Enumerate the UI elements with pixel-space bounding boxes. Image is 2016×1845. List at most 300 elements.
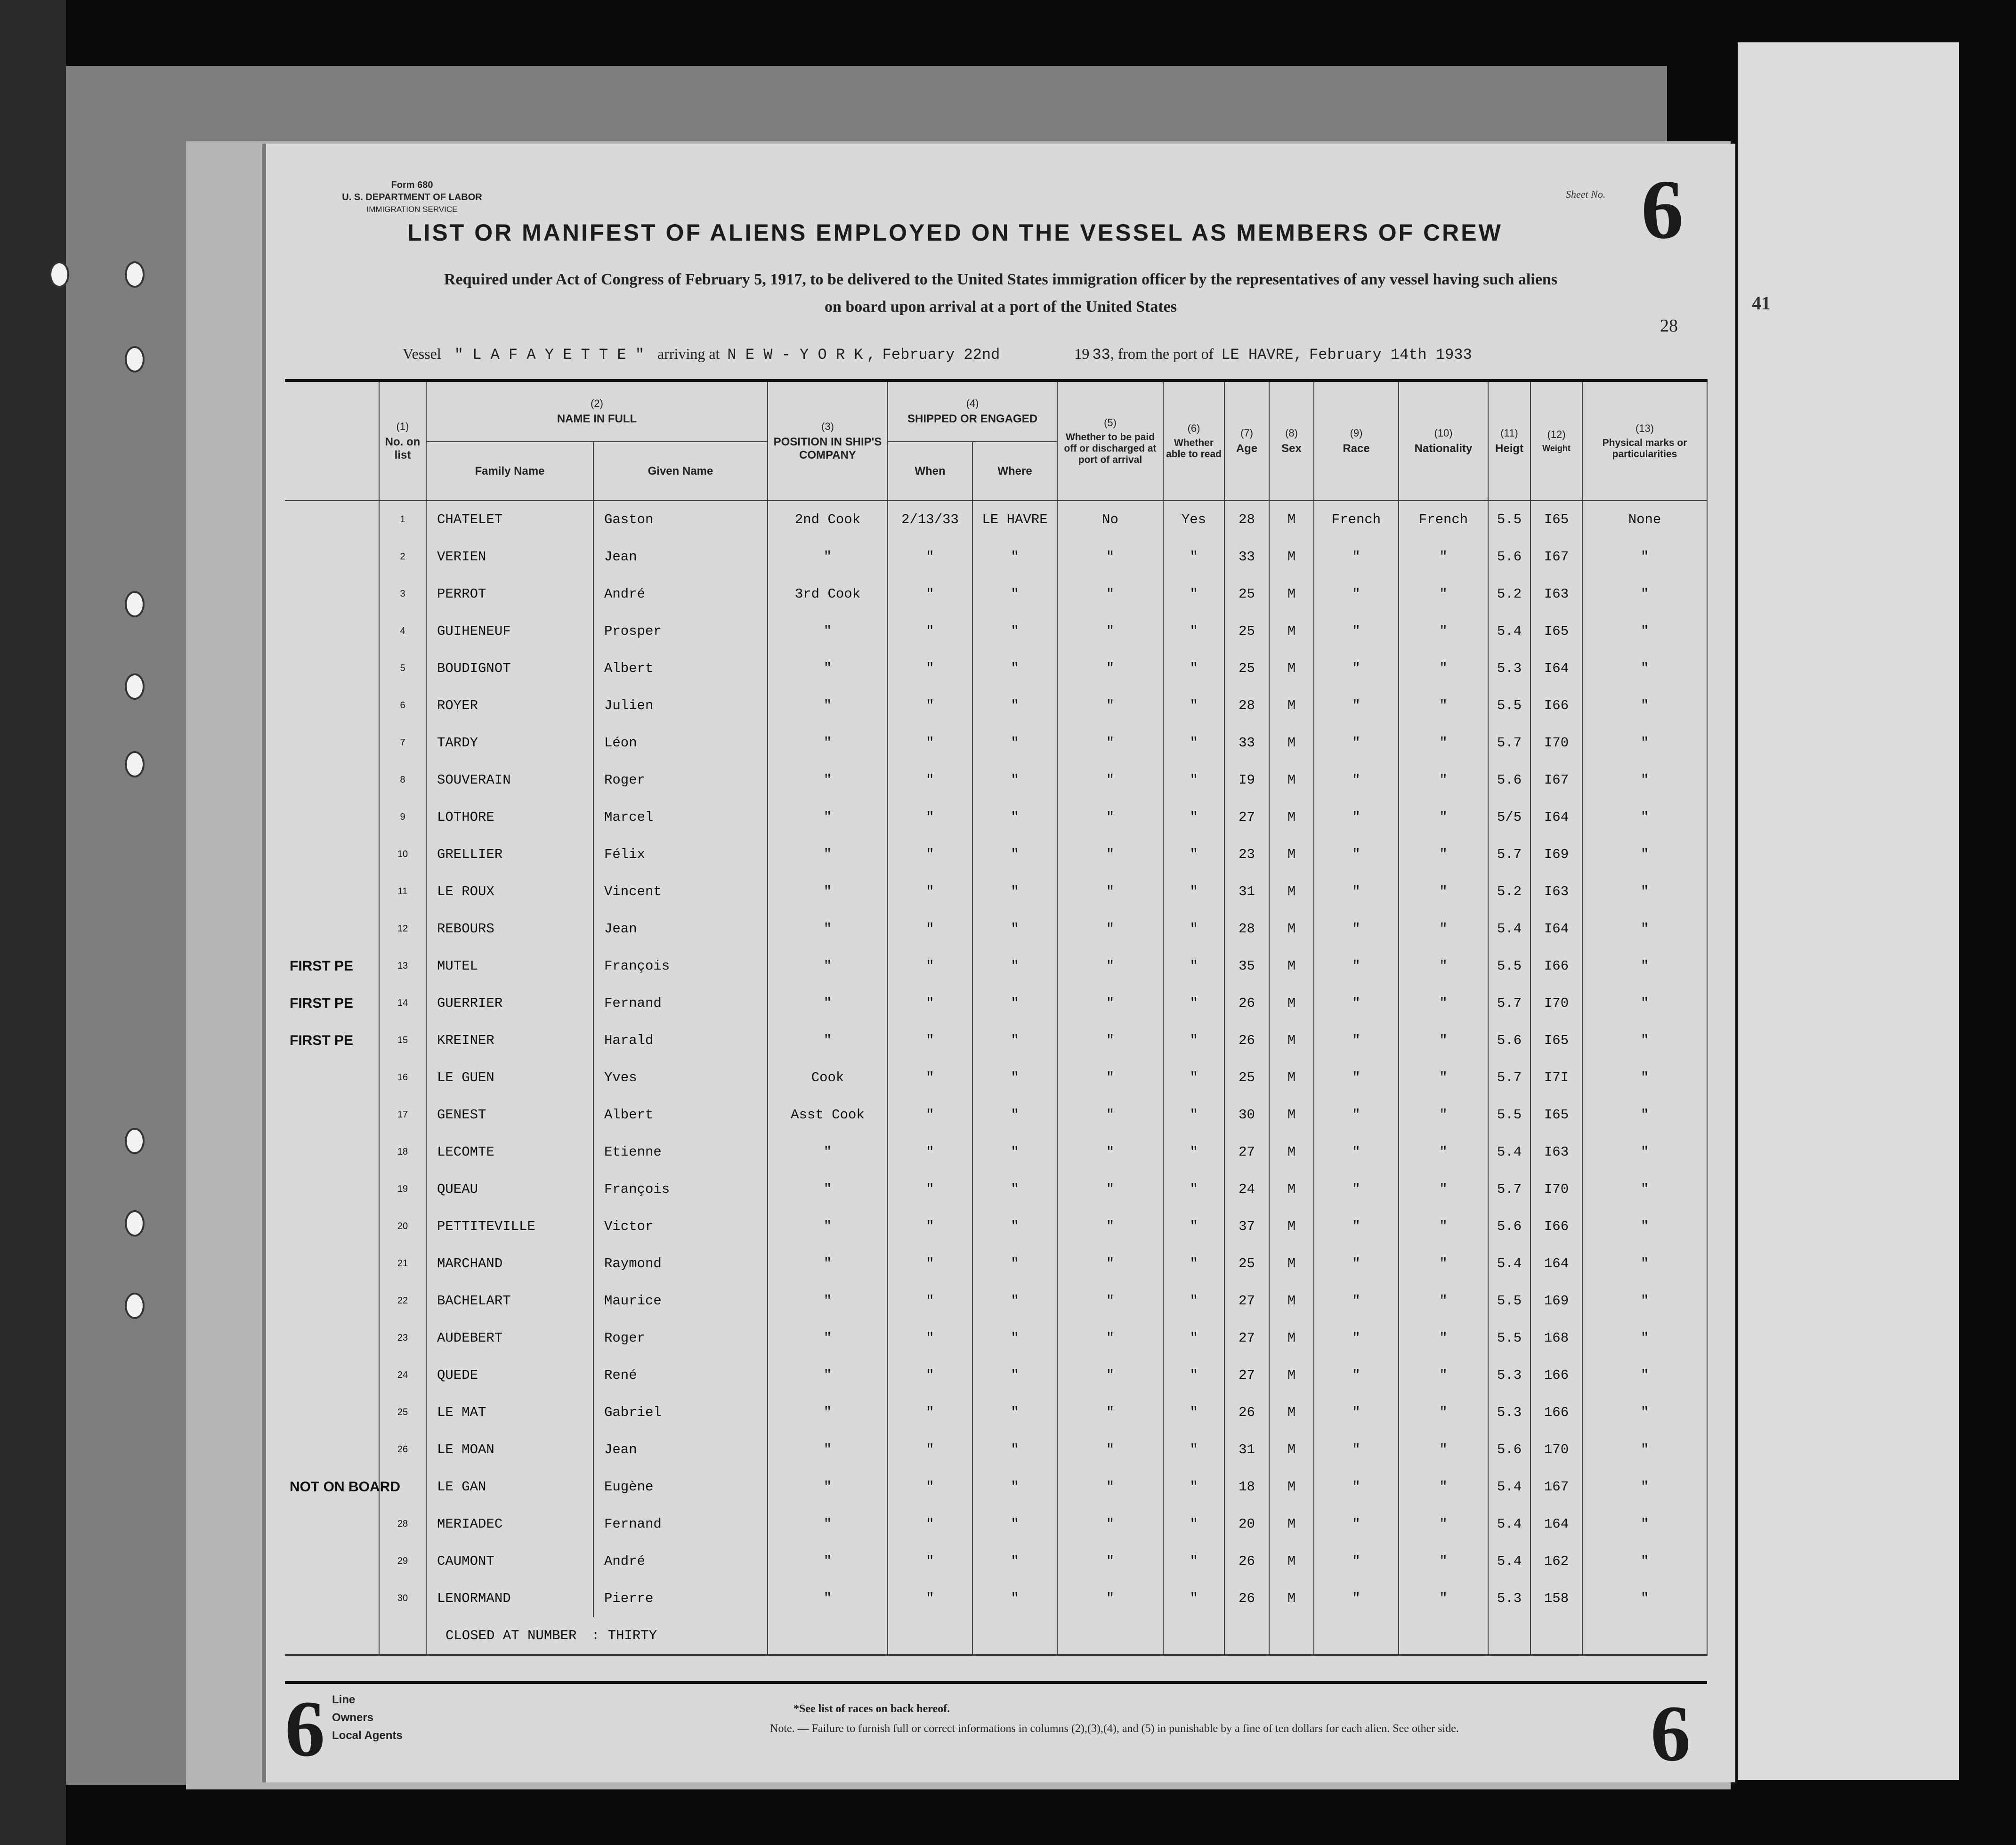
manifest-stamp <box>285 650 379 687</box>
sheet-number: 6 <box>1641 162 1684 256</box>
manifest-stamp <box>285 761 379 799</box>
age: 28 <box>1224 910 1269 947</box>
row-number: 17 <box>379 1096 426 1133</box>
weight: I70 <box>1530 985 1582 1022</box>
position: " <box>768 761 888 799</box>
shipped-where: " <box>972 575 1057 613</box>
age: 31 <box>1224 1431 1269 1468</box>
height: 5.6 <box>1488 761 1530 799</box>
age: 27 <box>1224 799 1269 836</box>
position: " <box>768 836 888 873</box>
row-number: 14 <box>379 985 426 1022</box>
family-name: LE GAN <box>426 1468 593 1505</box>
race: " <box>1314 1282 1399 1319</box>
height: 5.6 <box>1488 1022 1530 1059</box>
able-to-read: " <box>1163 1022 1224 1059</box>
sex: M <box>1269 1505 1314 1543</box>
shipped-where: " <box>972 761 1057 799</box>
table-row <box>285 1543 1707 1580</box>
able-to-read: " <box>1163 761 1224 799</box>
table-row <box>285 1282 1707 1319</box>
race: " <box>1314 613 1399 650</box>
paid-off: " <box>1057 836 1163 873</box>
row-number: 20 <box>379 1208 426 1245</box>
family-name: LE GUEN <box>426 1059 593 1096</box>
manifest-stamp <box>285 1133 379 1171</box>
department-name: U. S. DEPARTMENT OF LABOR <box>342 192 482 202</box>
race: " <box>1314 1022 1399 1059</box>
closing-row <box>285 1617 1707 1655</box>
table-row <box>285 836 1707 873</box>
paid-off: " <box>1057 1468 1163 1505</box>
sex: M <box>1269 575 1314 613</box>
physical-marks: " <box>1582 1022 1707 1059</box>
shipped-where: " <box>972 1357 1057 1394</box>
table-row <box>285 501 1707 538</box>
race: " <box>1314 1580 1399 1617</box>
paid-off: " <box>1057 910 1163 947</box>
header-label: Age <box>1236 442 1258 455</box>
race: " <box>1314 575 1399 613</box>
paid-off: " <box>1057 1357 1163 1394</box>
age: 25 <box>1224 613 1269 650</box>
race: " <box>1314 799 1399 836</box>
row-number: 25 <box>379 1394 426 1431</box>
manifest-stamp <box>285 613 379 650</box>
races-note: *See list of races on back hereof. <box>793 1703 950 1715</box>
nationality: " <box>1399 799 1488 836</box>
given-name: Vincent <box>593 873 768 910</box>
physical-marks: " <box>1582 613 1707 650</box>
table-row <box>285 910 1707 947</box>
shipped-where: " <box>972 1543 1057 1580</box>
weight: 164 <box>1530 1245 1582 1282</box>
header-height <box>1488 380 1530 501</box>
family-name: CAUMONT <box>426 1543 593 1580</box>
family-name: CHATELET <box>426 501 593 538</box>
nationality: " <box>1399 1319 1488 1357</box>
weight: 169 <box>1530 1282 1582 1319</box>
from-port-label: , from the port of <box>1110 345 1214 362</box>
sex: M <box>1269 1171 1314 1208</box>
footer-sheet-number: 6 <box>285 1684 325 1773</box>
height: 5.2 <box>1488 575 1530 613</box>
family-name: PETTITEVILLE <box>426 1208 593 1245</box>
manifest-stamp <box>285 575 379 613</box>
height: 5.4 <box>1488 1543 1530 1580</box>
given-name: Félix <box>593 836 768 873</box>
nationality: " <box>1399 1505 1488 1543</box>
physical-marks: " <box>1582 873 1707 910</box>
given-name: Julien <box>593 687 768 724</box>
table-row <box>285 1059 1707 1096</box>
header-where: Where <box>972 442 1057 501</box>
right-sheet-edge <box>1738 42 1959 1780</box>
given-name: Maurice <box>593 1282 768 1319</box>
sex: M <box>1269 1133 1314 1171</box>
age: 33 <box>1224 538 1269 575</box>
able-to-read: " <box>1163 575 1224 613</box>
shipped-where: " <box>972 873 1057 910</box>
paid-off: " <box>1057 1282 1163 1319</box>
able-to-read: " <box>1163 1282 1224 1319</box>
table-row <box>285 873 1707 910</box>
race: " <box>1314 687 1399 724</box>
nationality: " <box>1399 1543 1488 1580</box>
row-number: 12 <box>379 910 426 947</box>
shipped-when: " <box>888 1431 972 1468</box>
nationality: " <box>1399 910 1488 947</box>
header-weight <box>1530 380 1582 501</box>
shipped-where: " <box>972 724 1057 761</box>
nationality: " <box>1399 947 1488 985</box>
paid-off: " <box>1057 947 1163 985</box>
nationality: " <box>1399 724 1488 761</box>
height: 5.4 <box>1488 1505 1530 1543</box>
able-to-read: " <box>1163 1059 1224 1096</box>
weight: 170 <box>1530 1431 1582 1468</box>
header-label: Nationality <box>1414 442 1473 455</box>
punch-hole <box>125 1293 145 1319</box>
family-name: LE MAT <box>426 1394 593 1431</box>
able-to-read: " <box>1163 650 1224 687</box>
row-number: 5 <box>379 650 426 687</box>
able-to-read: " <box>1163 1394 1224 1431</box>
table-row <box>285 1505 1707 1543</box>
punch-hole <box>125 591 145 617</box>
table-row <box>285 1022 1707 1059</box>
row-number: 2 <box>379 538 426 575</box>
sex: M <box>1269 1059 1314 1096</box>
table-row <box>285 1319 1707 1357</box>
height: 5.7 <box>1488 985 1530 1022</box>
sex: M <box>1269 1394 1314 1431</box>
row-number: 4 <box>379 613 426 650</box>
row-number: 22 <box>379 1282 426 1319</box>
weight: I7I <box>1530 1059 1582 1096</box>
manifest-subtitle <box>294 266 1707 321</box>
physical-marks: " <box>1582 947 1707 985</box>
header-label: NAME IN FULL <box>557 413 637 425</box>
nationality: " <box>1399 1394 1488 1431</box>
shipped-when: " <box>888 1208 972 1245</box>
row-number: 11 <box>379 873 426 910</box>
position: " <box>768 985 888 1022</box>
row-number: 29 <box>379 1543 426 1580</box>
race: " <box>1314 1208 1399 1245</box>
paid-off: " <box>1057 985 1163 1022</box>
race: " <box>1314 761 1399 799</box>
physical-marks: " <box>1582 1468 1707 1505</box>
family-name: KREINER <box>426 1022 593 1059</box>
race: " <box>1314 1319 1399 1357</box>
physical-marks: " <box>1582 985 1707 1022</box>
shipped-where: LE HAVRE <box>972 501 1057 538</box>
height: 5.7 <box>1488 724 1530 761</box>
manifest-stamp: NOT ON BOARD <box>285 1468 379 1505</box>
vessel-line: Vessel " L A F A Y E T T E " arriving at N E W - Y O R K , February 22nd 19 33, from the port of LE HAVRE, February 14th 1933 <box>403 345 1472 364</box>
nationality: " <box>1399 650 1488 687</box>
position: " <box>768 1245 888 1282</box>
sex: M <box>1269 1208 1314 1245</box>
nationality: " <box>1399 687 1488 724</box>
header-label: Race <box>1343 442 1370 455</box>
nationality: " <box>1399 575 1488 613</box>
shipped-where: " <box>972 1468 1057 1505</box>
nationality: " <box>1399 538 1488 575</box>
family-name: ROYER <box>426 687 593 724</box>
table-row <box>285 1580 1707 1617</box>
able-to-read: " <box>1163 1319 1224 1357</box>
header-label: Whether to be paid off or discharged at port of arrival <box>1064 431 1157 465</box>
given-name: Léon <box>593 724 768 761</box>
paid-off: " <box>1057 1133 1163 1171</box>
height: 5.5 <box>1488 501 1530 538</box>
header-label: Weight <box>1542 444 1571 453</box>
manifest-stamp <box>285 1394 379 1431</box>
race: French <box>1314 501 1399 538</box>
shipped-where: " <box>972 613 1057 650</box>
given-name: Gabriel <box>593 1394 768 1431</box>
shipped-when: " <box>888 1171 972 1208</box>
family-name: QUEDE <box>426 1357 593 1394</box>
closing-label: CLOSED AT NUMBER <box>445 1628 577 1643</box>
physical-marks: " <box>1582 650 1707 687</box>
race: " <box>1314 1245 1399 1282</box>
shipped-when: " <box>888 1319 972 1357</box>
shipped-when: " <box>888 947 972 985</box>
header-no-on-list <box>379 380 426 501</box>
height: 5.4 <box>1488 613 1530 650</box>
shipped-when: " <box>888 687 972 724</box>
departure-port: LE HAVRE <box>1221 346 1294 364</box>
manifest-page <box>266 144 1735 1782</box>
able-to-read: " <box>1163 1208 1224 1245</box>
nationality: " <box>1399 1580 1488 1617</box>
manifest-stamp: FIRST PE <box>285 985 379 1022</box>
row-number: 3 <box>379 575 426 613</box>
manifest-stamp <box>285 724 379 761</box>
row-number: 1 <box>379 501 426 538</box>
sex: M <box>1269 761 1314 799</box>
age: 26 <box>1224 1543 1269 1580</box>
arrival-port: N E W - Y O R K <box>727 346 863 364</box>
age: 26 <box>1224 985 1269 1022</box>
sex: M <box>1269 650 1314 687</box>
table-row <box>285 687 1707 724</box>
header-able-to-read <box>1163 380 1224 501</box>
shipped-where: " <box>972 1245 1057 1282</box>
owners-label: Owners <box>332 1711 374 1724</box>
paid-off: " <box>1057 761 1163 799</box>
row-number: 30 <box>379 1580 426 1617</box>
vessel-name: " L A F A Y E T T E " <box>454 346 645 364</box>
page-reference: 28 <box>1660 316 1678 336</box>
height: 5.6 <box>1488 1431 1530 1468</box>
shipped-where: " <box>972 687 1057 724</box>
shipped-where: " <box>972 1505 1057 1543</box>
nationality: " <box>1399 1171 1488 1208</box>
shipped-where: " <box>972 1171 1057 1208</box>
height: 5.3 <box>1488 1580 1530 1617</box>
weight: 168 <box>1530 1319 1582 1357</box>
race: " <box>1314 873 1399 910</box>
position: " <box>768 873 888 910</box>
given-name: Roger <box>593 1319 768 1357</box>
weight: I65 <box>1530 1022 1582 1059</box>
physical-marks: " <box>1582 1319 1707 1357</box>
age: 31 <box>1224 873 1269 910</box>
family-name: LE ROUX <box>426 873 593 910</box>
age: 27 <box>1224 1133 1269 1171</box>
height: 5.3 <box>1488 1394 1530 1431</box>
age: 28 <box>1224 501 1269 538</box>
able-to-read: " <box>1163 1171 1224 1208</box>
table-row <box>285 575 1707 613</box>
punch-hole <box>125 751 145 777</box>
sex: M <box>1269 1022 1314 1059</box>
physical-marks: " <box>1582 1208 1707 1245</box>
position: " <box>768 1208 888 1245</box>
position: " <box>768 724 888 761</box>
given-name: Gaston <box>593 501 768 538</box>
age: 25 <box>1224 1245 1269 1282</box>
manifest-stamp <box>285 836 379 873</box>
manifest-stamp: FIRST PE <box>285 1022 379 1059</box>
family-name: GENEST <box>426 1096 593 1133</box>
able-to-read: " <box>1163 1543 1224 1580</box>
header-shipped <box>888 380 1057 442</box>
manifest-stamp <box>285 1282 379 1319</box>
weight: I64 <box>1530 910 1582 947</box>
physical-marks: " <box>1582 687 1707 724</box>
height: 5.4 <box>1488 910 1530 947</box>
table-row <box>285 1208 1707 1245</box>
shipped-when: " <box>888 873 972 910</box>
nationality: French <box>1399 501 1488 538</box>
given-name: Yves <box>593 1059 768 1096</box>
shipped-where: " <box>972 836 1057 873</box>
position: " <box>768 538 888 575</box>
given-name: René <box>593 1357 768 1394</box>
family-name: PERROT <box>426 575 593 613</box>
able-to-read: " <box>1163 799 1224 836</box>
height: 5.3 <box>1488 650 1530 687</box>
shipped-when: " <box>888 575 972 613</box>
shipped-when: " <box>888 1096 972 1133</box>
able-to-read: " <box>1163 873 1224 910</box>
manifest-title: LIST OR MANIFEST OF ALIENS EMPLOYED ON THE VESSEL AS MEMBERS OF CREW <box>407 219 1503 246</box>
position: " <box>768 1022 888 1059</box>
family-name: AUDEBERT <box>426 1319 593 1357</box>
side-sheet-number: 41 <box>1752 292 1771 314</box>
header-label: Whether able to read <box>1166 437 1222 460</box>
race: " <box>1314 1394 1399 1431</box>
row-number: 7 <box>379 724 426 761</box>
given-name: Victor <box>593 1208 768 1245</box>
paid-off: " <box>1057 724 1163 761</box>
paid-off: " <box>1057 1394 1163 1431</box>
weight: I66 <box>1530 687 1582 724</box>
shipped-when: " <box>888 1543 972 1580</box>
physical-marks: " <box>1582 1431 1707 1468</box>
given-name: Harald <box>593 1022 768 1059</box>
manifest-stamp <box>285 1319 379 1357</box>
family-name: REBOURS <box>426 910 593 947</box>
table-row <box>285 613 1707 650</box>
sex: M <box>1269 613 1314 650</box>
shipped-when: " <box>888 613 972 650</box>
punch-hole <box>125 1128 145 1154</box>
age: 27 <box>1224 1357 1269 1394</box>
subtitle-line-2: on board upon arrival at a port of the United States <box>824 298 1177 316</box>
col-number: (12) <box>1547 429 1566 440</box>
row-number: 26 <box>379 1431 426 1468</box>
weight: I69 <box>1530 836 1582 873</box>
position: " <box>768 1319 888 1357</box>
row-number: 15 <box>379 1022 426 1059</box>
age: 26 <box>1224 1580 1269 1617</box>
age: 26 <box>1224 1022 1269 1059</box>
able-to-read: Yes <box>1163 501 1224 538</box>
physical-marks: " <box>1582 538 1707 575</box>
family-name: LENORMAND <box>426 1580 593 1617</box>
table-row <box>285 1171 1707 1208</box>
nationality: " <box>1399 1208 1488 1245</box>
header-label: Heigt <box>1495 442 1524 455</box>
physical-marks: " <box>1582 836 1707 873</box>
sheet-label: Sheet No. <box>1566 188 1606 200</box>
family-name: SOUVERAIN <box>426 761 593 799</box>
subtitle-line-1: Required under Act of Congress of February 5, 1917, to be delivered to the United States immigration officer by the representatives of any vessel having such aliens <box>444 271 1558 288</box>
given-name: Fernand <box>593 1505 768 1543</box>
row-number: 9 <box>379 799 426 836</box>
col-number: (13) <box>1635 422 1654 434</box>
able-to-read: " <box>1163 910 1224 947</box>
race: " <box>1314 724 1399 761</box>
sex: M <box>1269 1580 1314 1617</box>
sex: M <box>1269 724 1314 761</box>
manifest-stamp <box>285 538 379 575</box>
col-number: (10) <box>1434 427 1453 439</box>
given-name: Roger <box>593 761 768 799</box>
age: 33 <box>1224 724 1269 761</box>
col-number: (9) <box>1350 427 1363 439</box>
nationality: " <box>1399 1468 1488 1505</box>
position: " <box>768 1133 888 1171</box>
paid-off: " <box>1057 1022 1163 1059</box>
sex: M <box>1269 687 1314 724</box>
col-number: (3) <box>821 420 834 432</box>
punch-hole <box>125 1210 145 1237</box>
shipped-where: " <box>972 947 1057 985</box>
row-number: 21 <box>379 1245 426 1282</box>
header-marks <box>1582 380 1707 501</box>
nationality: " <box>1399 1282 1488 1319</box>
able-to-read: " <box>1163 1357 1224 1394</box>
paid-off: " <box>1057 1208 1163 1245</box>
weight: I64 <box>1530 799 1582 836</box>
year-prefix: 19 <box>1074 345 1090 362</box>
family-name: LECOMTE <box>426 1133 593 1171</box>
age: 27 <box>1224 1319 1269 1357</box>
able-to-read: " <box>1163 687 1224 724</box>
race: " <box>1314 947 1399 985</box>
shipped-when: " <box>888 1245 972 1282</box>
weight: I66 <box>1530 1208 1582 1245</box>
position: " <box>768 613 888 650</box>
family-name: MERIADEC <box>426 1505 593 1543</box>
